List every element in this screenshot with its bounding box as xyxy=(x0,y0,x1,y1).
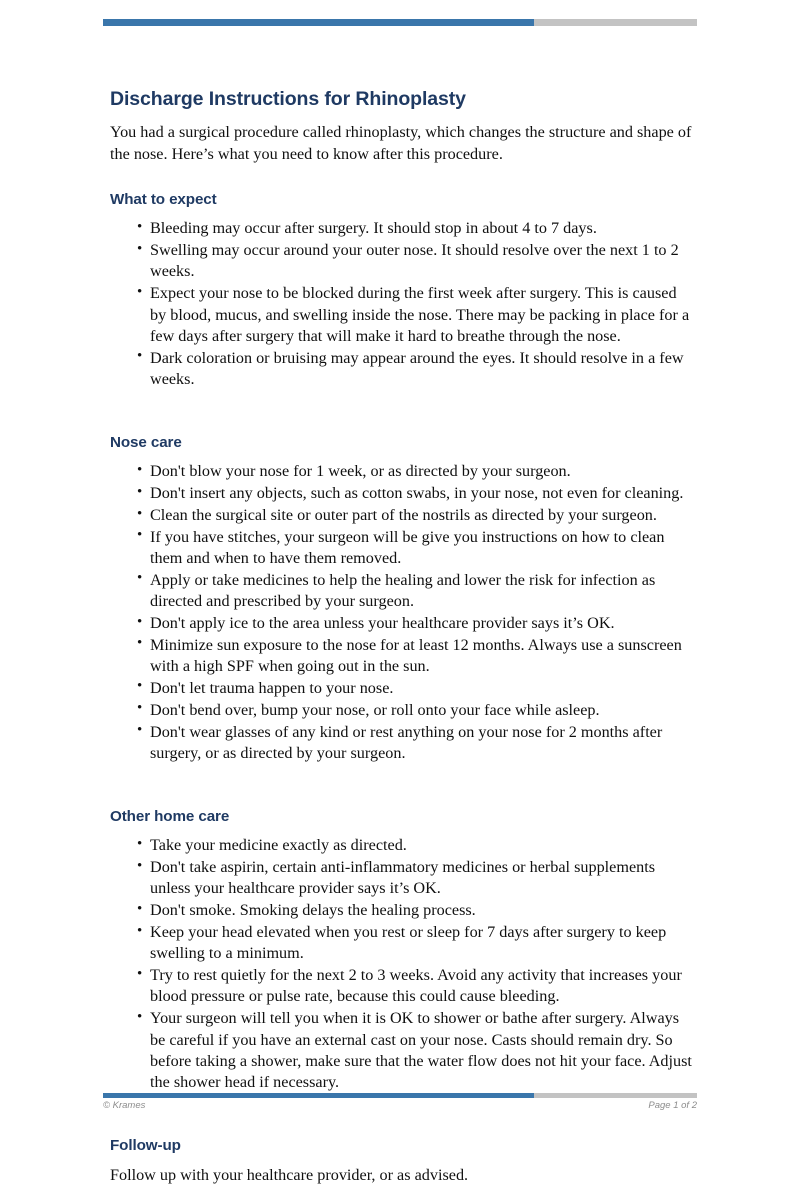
list-item: • Minimize sun exposure to the nose for at least 12 months. Always use a sunscreen with a high SPF when going out in the sun. xyxy=(150,635,696,678)
list-item: • Swelling may occur around your outer nose. It should resolve over the next 1 to 2 weeks. xyxy=(150,240,696,283)
bullet-list xyxy=(110,218,696,390)
list-item: • Don't take aspirin, certain anti-inflammatory medicines or herbal supplements unless your healthcare provider says it’s OK. xyxy=(150,857,696,900)
list-item: • Don't smoke. Smoking delays the healing process. xyxy=(150,900,696,921)
bullet-list xyxy=(110,461,696,764)
footer-page-number: Page 1 of 2 xyxy=(648,1100,697,1111)
list-item: • Dark coloration or bruising may appear around the eyes. It should resolve in a few weeks. xyxy=(150,348,696,391)
footer-rule-grey-segment xyxy=(534,1093,697,1098)
list-item: • Clean the surgical site or outer part of the nostrils as directed by your surgeon. xyxy=(150,505,696,526)
list-item: • Don't let trauma happen to your nose. xyxy=(150,678,696,699)
page-footer xyxy=(103,1100,697,1111)
list-item: • Your surgeon will tell you when it is OK to shower or bathe after surgery. Always be careful if you have an external cast on your nose. Casts should remain dry. So before taking a shower, make sure that the water flow does not hit your face. Adjust the shower head if necessary. xyxy=(150,1008,696,1093)
list-item: • Apply or take medicines to help the healing and lower the risk for infection as directed and prescribed by your surgeon. xyxy=(150,570,696,613)
section-heading: Other home care xyxy=(110,808,230,826)
list-item: • Don't apply ice to the area unless your healthcare provider says it’s OK. xyxy=(150,613,696,634)
page-title: Discharge Instructions for Rhinoplasty xyxy=(110,88,466,110)
list-item: • Keep your head elevated when you rest or sleep for 7 days after surgery to keep swelling to a minimum. xyxy=(150,922,696,965)
list-item: • Don't blow your nose for 1 week, or as directed by your surgeon. xyxy=(150,461,696,482)
section-what-to-expect xyxy=(110,191,696,390)
section-follow-up xyxy=(110,1137,696,1186)
footer-copyright: © Krames xyxy=(103,1100,146,1111)
list-item: • Don't insert any objects, such as cotton swabs, in your nose, not even for cleaning. xyxy=(150,483,696,504)
section-heading: What to expect xyxy=(110,191,217,209)
list-item: • Don't wear glasses of any kind or rest anything on your nose for 2 months after surgery, or as directed by your surgeon. xyxy=(150,722,696,765)
list-item: • Try to rest quietly for the next 2 to 3 weeks. Avoid any activity that increases your blood pressure or pulse rate, because this could cause bleeding. xyxy=(150,965,696,1008)
section-heading: Follow-up xyxy=(110,1137,181,1155)
list-item: • Expect your nose to be blocked during the first week after surgery. This is caused by blood, mucus, and swelling inside the nose. There may be packing in place for a few days after surgery that will make it hard to breathe through the nose. xyxy=(150,283,696,347)
header-rule xyxy=(103,19,697,26)
footer-rule xyxy=(103,1093,697,1098)
document-body xyxy=(110,88,696,1186)
section-paragraph: Follow up with your healthcare provider, or as advised. xyxy=(110,1165,469,1184)
header-rule-grey-segment xyxy=(534,19,697,26)
section-heading: Nose care xyxy=(110,434,182,452)
bullet-list xyxy=(110,835,696,1093)
section-other-home-care xyxy=(110,808,696,1093)
footer-rule-blue-segment xyxy=(103,1093,534,1098)
section-nose-care xyxy=(110,434,696,764)
list-item: • If you have stitches, your surgeon will be give you instructions on how to clean them and when to have them removed. xyxy=(150,527,696,570)
intro-paragraph: You had a surgical procedure called rhinoplasty, which changes the structure and shape of the nose. Here’s what you need to know after this procedure. xyxy=(110,123,692,163)
list-item: • Take your medicine exactly as directed. xyxy=(150,835,696,856)
header-rule-blue-segment xyxy=(103,19,534,26)
list-item: • Don't bend over, bump your nose, or roll onto your face while asleep. xyxy=(150,700,696,721)
list-item: • Bleeding may occur after surgery. It should stop in about 4 to 7 days. xyxy=(150,218,696,239)
